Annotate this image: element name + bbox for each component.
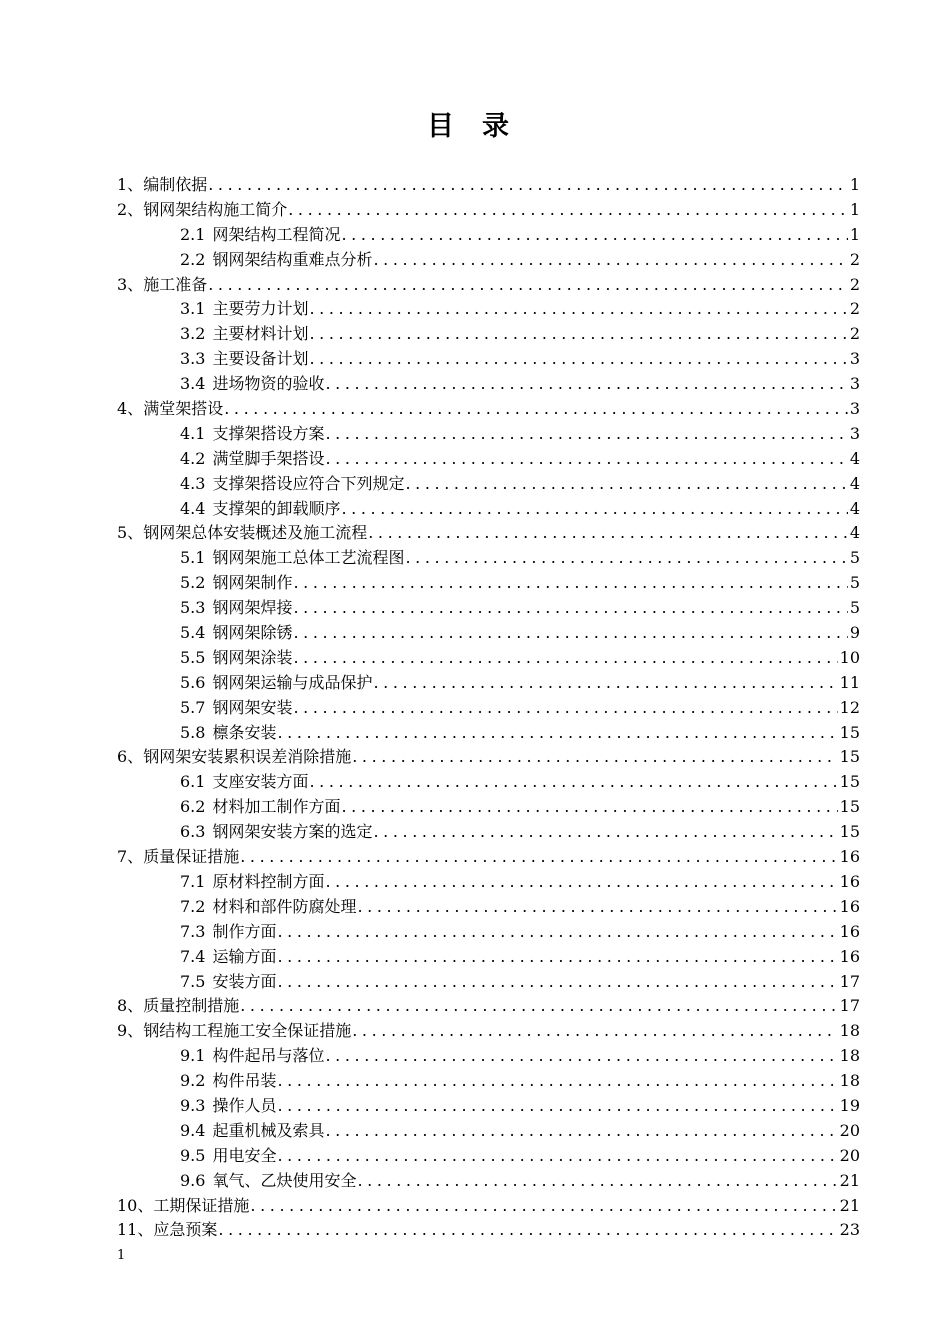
toc-entry[interactable] — [117, 273, 860, 298]
toc-entry-label — [180, 646, 292, 671]
toc-entry-page: 15 — [839, 747, 860, 767]
toc-dot-leader — [352, 1019, 837, 1044]
toc-entry-text: 满堂架搭设 — [143, 399, 224, 419]
toc-entry-page: 3 — [849, 374, 860, 394]
toc-entry-label — [180, 920, 276, 945]
toc-entry-number: 9.3 — [180, 1095, 206, 1115]
toc-entry-number: 9.6 — [180, 1170, 206, 1190]
toc-entry-label — [180, 696, 292, 721]
toc-entry-number: 2、 — [117, 199, 144, 219]
toc-entry-number: 5.1 — [180, 548, 206, 568]
toc-entry[interactable] — [117, 372, 860, 397]
toc-entry-text: 起重机械及索具 — [212, 1120, 325, 1140]
toc-entry-number: 9.2 — [180, 1071, 206, 1091]
toc-entry-text: 钢网架除锈 — [212, 623, 293, 643]
toc-entry-page: 3 — [849, 399, 860, 419]
toc-entry-text: 钢网架施工总体工艺流程图 — [212, 548, 405, 568]
toc-entry[interactable] — [117, 297, 860, 322]
toc-entry-label — [117, 521, 367, 546]
toc-entry-number: 4.4 — [180, 498, 206, 518]
toc-entry-label — [180, 795, 340, 820]
toc-entry[interactable] — [117, 546, 860, 571]
toc-entry[interactable] — [117, 248, 860, 273]
toc-dot-leader — [341, 223, 847, 248]
toc-entry-number: 5.6 — [180, 672, 206, 692]
toc-entry-text: 主要设备计划 — [212, 349, 309, 369]
toc-entry-text: 支撑架搭设应符合下列规定 — [212, 473, 405, 493]
toc-dot-leader — [293, 621, 847, 646]
toc-entry-label — [117, 1218, 217, 1243]
toc-entry-page: 5 — [849, 598, 860, 618]
toc-entry-label — [180, 1144, 276, 1169]
toc-entry-label — [180, 671, 372, 696]
toc-entry-number: 9.5 — [180, 1145, 206, 1165]
toc-entry-page: 15 — [839, 797, 860, 817]
toc-entry-page: 18 — [839, 1021, 860, 1041]
toc-entry-label — [180, 945, 276, 970]
toc-entry[interactable] — [117, 497, 860, 522]
toc-entry-page: 18 — [839, 1046, 860, 1066]
toc-entry-number: 6、 — [117, 747, 144, 767]
toc-entry[interactable] — [117, 895, 860, 920]
toc-entry-number: 3、 — [117, 274, 144, 294]
toc-entry-label — [180, 820, 372, 845]
toc-entry-text: 构件起吊与落位 — [212, 1046, 325, 1066]
toc-entry-text: 钢网架焊接 — [212, 598, 293, 618]
toc-entry-label — [180, 721, 276, 746]
toc-entry-label — [117, 745, 351, 770]
toc-entry-text: 工期保证措施 — [153, 1195, 250, 1215]
toc-entry-page: 17 — [839, 971, 860, 991]
toc-dot-leader — [309, 347, 847, 372]
toc-entry[interactable] — [117, 970, 860, 995]
toc-entry-label — [117, 1194, 249, 1219]
toc-entry[interactable] — [117, 1218, 860, 1243]
toc-entry-label — [180, 248, 372, 273]
toc-entry[interactable] — [117, 447, 860, 472]
toc-entry-label — [180, 546, 404, 571]
toc-entry[interactable] — [117, 994, 860, 1019]
toc-entry[interactable] — [117, 198, 860, 223]
toc-entry-text: 主要劳力计划 — [212, 299, 309, 319]
toc-entry-label — [117, 173, 207, 198]
toc-entry[interactable] — [117, 945, 860, 970]
toc-dot-leader — [352, 745, 837, 770]
toc-dot-leader — [373, 820, 837, 845]
toc-entry[interactable] — [117, 1094, 860, 1119]
toc-dot-leader — [293, 596, 847, 621]
toc-entry-number: 6.2 — [180, 797, 206, 817]
toc-entry[interactable] — [117, 347, 860, 372]
toc-entry-label — [180, 770, 308, 795]
toc-entry-label — [180, 347, 308, 372]
toc-entry-page: 10 — [839, 647, 860, 667]
toc-entry-text: 安装方面 — [212, 971, 277, 991]
toc-dot-leader — [357, 895, 837, 920]
toc-dot-leader — [325, 1044, 837, 1069]
toc-entry[interactable] — [117, 1194, 860, 1219]
toc-entry-number: 7.3 — [180, 921, 206, 941]
toc-entry-page: 1 — [849, 224, 860, 244]
toc-entry-text: 氧气、乙炔使用安全 — [212, 1170, 357, 1190]
toc-entry-page: 2 — [849, 299, 860, 319]
toc-entry-page: 11 — [839, 672, 860, 692]
toc-entry-text: 支撑架的卸载顺序 — [212, 498, 341, 518]
toc-entry[interactable] — [117, 721, 860, 746]
toc-entry[interactable] — [117, 1119, 860, 1144]
toc-entry-page: 2 — [849, 324, 860, 344]
toc-entry-page: 1 — [849, 199, 860, 219]
toc-entry-page: 5 — [849, 573, 860, 593]
toc-entry-page: 1 — [849, 175, 860, 194]
toc-entry-text: 材料加工制作方面 — [212, 797, 341, 817]
toc-entry-number: 3.4 — [180, 374, 206, 394]
toc-entry-page: 15 — [839, 772, 860, 792]
toc-entry-text: 构件吊装 — [212, 1071, 277, 1091]
toc-entry-label — [180, 472, 404, 497]
toc-entry-page: 20 — [839, 1120, 860, 1140]
toc-dot-leader — [325, 372, 847, 397]
table-of-contents — [117, 173, 860, 1243]
toc-dot-leader — [341, 795, 837, 820]
toc-entry-page: 16 — [839, 896, 860, 916]
toc-entry-number: 4.3 — [180, 473, 206, 493]
toc-entry[interactable] — [117, 1044, 860, 1069]
toc-entry-text: 材料和部件防腐处理 — [212, 896, 357, 916]
toc-entry[interactable] — [117, 795, 860, 820]
toc-entry-text: 主要材料计划 — [212, 324, 309, 344]
toc-dot-leader — [373, 671, 837, 696]
toc-entry[interactable] — [117, 1144, 860, 1169]
toc-entry-label — [180, 895, 356, 920]
toc-entry-number: 4.1 — [180, 423, 206, 443]
toc-entry-text: 质量控制措施 — [143, 996, 240, 1016]
toc-entry[interactable] — [117, 397, 860, 422]
toc-entry[interactable] — [117, 870, 860, 895]
toc-entry-text: 钢网架总体安装概述及施工流程 — [143, 523, 368, 543]
toc-entry-page: 19 — [839, 1095, 860, 1115]
toc-entry-text: 钢网架结构施工简介 — [143, 199, 288, 219]
toc-entry[interactable] — [117, 596, 860, 621]
toc-entry-page: 2 — [849, 274, 860, 294]
toc-dot-leader — [208, 173, 848, 198]
toc-entry-text: 操作人员 — [212, 1095, 277, 1115]
toc-entry-number: 5.7 — [180, 697, 206, 717]
toc-entry-label — [180, 497, 340, 522]
toc-entry-text: 钢结构工程施工安全保证措施 — [143, 1021, 352, 1041]
toc-entry-page: 16 — [839, 847, 860, 867]
toc-entry-text: 网架结构工程简况 — [212, 224, 341, 244]
toc-entry-number: 7、 — [117, 847, 144, 867]
toc-entry-page: 18 — [839, 1071, 860, 1091]
toc-entry[interactable] — [117, 322, 860, 347]
toc-entry-page: 23 — [839, 1220, 860, 1240]
toc-entry-label — [117, 845, 239, 870]
toc-entry-number: 6.3 — [180, 822, 206, 842]
toc-entry-number: 11、 — [117, 1220, 154, 1240]
toc-entry-page: 17 — [839, 996, 860, 1016]
toc-dot-leader — [293, 646, 837, 671]
toc-entry-number: 5.8 — [180, 722, 206, 742]
toc-entry-text: 钢网架运输与成品保护 — [212, 672, 373, 692]
toc-entry-label — [117, 273, 207, 298]
toc-entry[interactable] — [117, 770, 860, 795]
toc-entry-label — [117, 1019, 351, 1044]
toc-entry[interactable] — [117, 820, 860, 845]
toc-dot-leader — [325, 870, 837, 895]
toc-entry-text: 运输方面 — [212, 946, 277, 966]
toc-entry-number: 7.2 — [180, 896, 206, 916]
toc-entry-text: 施工准备 — [143, 274, 208, 294]
toc-entry-text: 钢网架安装 — [212, 697, 293, 717]
page-title: 目录 — [427, 111, 537, 142]
toc-entry[interactable] — [117, 472, 860, 497]
page-number: 1 — [117, 1248, 126, 1263]
toc-entry-page: 9 — [849, 623, 860, 643]
toc-entry-page: 2 — [849, 249, 860, 269]
toc-entry-label — [180, 422, 324, 447]
toc-entry-page: 5 — [849, 548, 860, 568]
toc-entry[interactable] — [117, 646, 860, 671]
toc-entry-number: 2.2 — [180, 249, 206, 269]
toc-entry-label — [180, 297, 308, 322]
toc-entry-text: 钢网架结构重难点分析 — [212, 249, 373, 269]
toc-entry[interactable] — [117, 1069, 860, 1094]
toc-entry-number: 3.1 — [180, 299, 206, 319]
toc-entry-number: 4、 — [117, 399, 144, 419]
toc-entry-number: 7.5 — [180, 971, 206, 991]
toc-entry-label — [180, 1119, 324, 1144]
toc-dot-leader — [405, 546, 847, 571]
toc-entry-text: 钢网架制作 — [212, 573, 293, 593]
toc-entry[interactable] — [117, 521, 860, 546]
toc-entry[interactable] — [117, 571, 860, 596]
toc-dot-leader — [309, 297, 847, 322]
toc-entry[interactable] — [117, 920, 860, 945]
toc-entry-page: 16 — [839, 921, 860, 941]
toc-entry[interactable] — [117, 621, 860, 646]
toc-dot-leader — [277, 970, 837, 995]
toc-entry-label — [180, 1044, 324, 1069]
toc-entry-number: 9、 — [117, 1021, 144, 1041]
toc-dot-leader — [373, 248, 847, 273]
toc-entry-label — [180, 621, 292, 646]
toc-entry-page: 4 — [849, 498, 860, 518]
toc-dot-leader — [325, 422, 847, 447]
toc-entry-text: 原材料控制方面 — [212, 871, 325, 891]
toc-entry-number: 10、 — [117, 1195, 154, 1215]
toc-dot-leader — [293, 696, 837, 721]
toc-entry-label — [117, 994, 239, 1019]
toc-entry-number: 7.1 — [180, 871, 206, 891]
toc-entry-text: 支座安装方面 — [212, 772, 309, 792]
toc-entry-label — [180, 223, 340, 248]
toc-entry-label — [180, 970, 276, 995]
toc-entry-text: 钢网架涂装 — [212, 647, 293, 667]
toc-entry-number: 5、 — [117, 523, 144, 543]
toc-entry[interactable] — [117, 671, 860, 696]
toc-dot-leader — [277, 920, 837, 945]
toc-entry-number: 3.2 — [180, 324, 206, 344]
toc-entry[interactable] — [117, 845, 860, 870]
toc-dot-leader — [277, 1144, 837, 1169]
toc-entry-page: 21 — [839, 1170, 860, 1190]
toc-entry-text: 应急预案 — [153, 1220, 218, 1240]
toc-entry-text: 檩条安装 — [212, 722, 277, 742]
toc-entry-page: 3 — [849, 349, 860, 369]
toc-entry-text: 钢网架安装累积误差消除措施 — [143, 747, 352, 767]
toc-entry-text: 制作方面 — [212, 921, 277, 941]
toc-entry-text: 编制依据 — [143, 175, 208, 194]
toc-entry[interactable] — [117, 223, 860, 248]
toc-dot-leader — [277, 1094, 837, 1119]
toc-entry-number: 9.1 — [180, 1046, 206, 1066]
toc-entry-page: 15 — [839, 722, 860, 742]
toc-entry-page: 12 — [839, 697, 860, 717]
toc-entry-page: 4 — [849, 523, 860, 543]
toc-dot-leader — [325, 1119, 837, 1144]
toc-entry-number: 5.2 — [180, 573, 206, 593]
toc-entry[interactable] — [117, 173, 860, 198]
toc-entry-number: 7.4 — [180, 946, 206, 966]
toc-entry[interactable] — [117, 1169, 860, 1194]
toc-entry-number: 5.4 — [180, 623, 206, 643]
toc-entry-page: 16 — [839, 946, 860, 966]
toc-entry-number: 9.4 — [180, 1120, 206, 1140]
toc-dot-leader — [208, 273, 848, 298]
toc-entry-label — [180, 1069, 276, 1094]
toc-dot-leader — [309, 770, 837, 795]
toc-entry[interactable] — [117, 1019, 860, 1044]
toc-entry-page: 21 — [839, 1195, 860, 1215]
toc-dot-leader — [368, 521, 848, 546]
toc-dot-leader — [288, 198, 848, 223]
toc-dot-leader — [277, 721, 837, 746]
toc-entry-number: 3.3 — [180, 349, 206, 369]
toc-entry-number: 4.2 — [180, 448, 206, 468]
toc-entry-number: 5.5 — [180, 647, 206, 667]
toc-entry-page: 3 — [849, 423, 860, 443]
toc-dot-leader — [250, 1194, 837, 1219]
toc-entry-text: 进场物资的验收 — [212, 374, 325, 394]
toc-entry-label — [180, 1169, 356, 1194]
toc-entry-page: 4 — [849, 473, 860, 493]
toc-dot-leader — [293, 571, 847, 596]
toc-entry-text: 钢网架安装方案的选定 — [212, 822, 373, 842]
toc-dot-leader — [218, 1218, 837, 1243]
toc-entry-label — [180, 372, 324, 397]
toc-entry-page: 15 — [839, 822, 860, 842]
toc-entry-number: 2.1 — [180, 224, 206, 244]
toc-dot-leader — [240, 994, 837, 1019]
toc-entry[interactable] — [117, 696, 860, 721]
toc-entry[interactable] — [117, 745, 860, 770]
toc-entry-text: 满堂脚手架搭设 — [212, 448, 325, 468]
toc-dot-leader — [277, 1069, 837, 1094]
toc-entry-number: 8、 — [117, 996, 144, 1016]
toc-dot-leader — [277, 945, 837, 970]
toc-dot-leader — [240, 845, 837, 870]
toc-dot-leader — [224, 397, 848, 422]
toc-entry[interactable] — [117, 422, 860, 447]
toc-entry-number: 1、 — [117, 175, 144, 194]
toc-entry-label — [180, 322, 308, 347]
toc-entry-number: 6.1 — [180, 772, 206, 792]
toc-entry-page: 16 — [839, 871, 860, 891]
toc-entry-number: 5.3 — [180, 598, 206, 618]
toc-dot-leader — [325, 447, 847, 472]
toc-entry-text: 支撑架搭设方案 — [212, 423, 325, 443]
toc-dot-leader — [341, 497, 847, 522]
toc-entry-label — [180, 596, 292, 621]
toc-entry-text: 用电安全 — [212, 1145, 277, 1165]
toc-entry-text: 质量保证措施 — [143, 847, 240, 867]
toc-dot-leader — [405, 472, 847, 497]
toc-entry-label — [180, 571, 292, 596]
toc-entry-label — [117, 198, 287, 223]
toc-entry-label — [180, 1094, 276, 1119]
toc-entry-page: 4 — [849, 448, 860, 468]
toc-entry-label — [117, 397, 223, 422]
toc-entry-page: 20 — [839, 1145, 860, 1165]
toc-entry-label — [180, 447, 324, 472]
toc-dot-leader — [309, 322, 847, 347]
toc-entry-label — [180, 870, 324, 895]
toc-dot-leader — [357, 1169, 837, 1194]
